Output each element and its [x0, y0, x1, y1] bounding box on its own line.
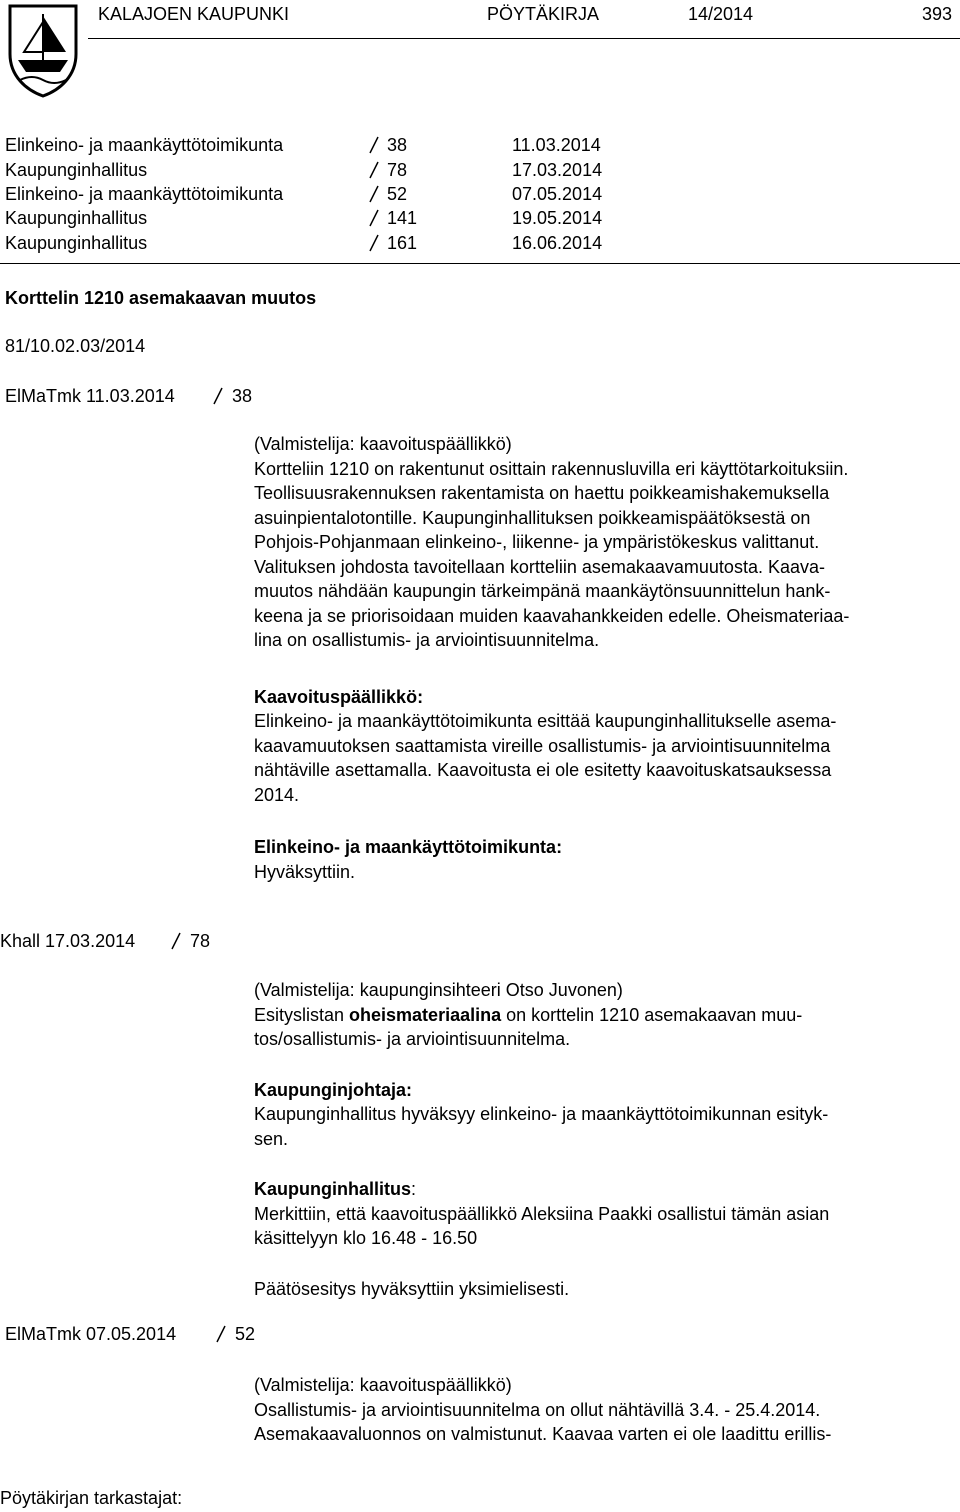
proposal-line: nähtäville asettamalla. Kaavoitusta ei ole esitetty kaavoituskatsauksessa [254, 760, 832, 780]
section-sign-icon [368, 135, 380, 155]
section-sign-icon [368, 208, 380, 228]
history-rule [0, 263, 960, 264]
history-section: 161 [387, 233, 418, 253]
page-title: Korttelin 1210 asemakaavan muutos [5, 288, 317, 308]
body-line: lina on osallistumis- ja arviointisuunnitelma. [254, 630, 600, 650]
body-line: tos/osallistumis- ja arviointisuunnitelma. [254, 1029, 571, 1049]
body-text: Esityslistan [254, 1004, 350, 1025]
decision-text: Hyväksyttiin. [254, 861, 356, 882]
board-heading-line [254, 1177, 960, 1202]
meeting-section: 78 [190, 931, 211, 951]
body-line: Asemakaavaluonnos on valmistunut. Kaavaa varten ei ole laadittu erillis- [254, 1424, 832, 1444]
header-doc-type: PÖYTÄKIRJA [487, 4, 600, 24]
reference-number: 81/10.02.03/2014 [5, 336, 146, 356]
body-text: on korttelin 1210 asemakaavan muu- [501, 1004, 803, 1025]
section-sign-icon [170, 931, 182, 951]
mayor-line: sen. [254, 1128, 289, 1149]
preparer-note: (Valmistelija: kaavoituspäällikkö) [254, 434, 512, 454]
section-sign-icon [212, 386, 224, 406]
history-body: Kaupunginhallitus [5, 208, 148, 228]
body-line: Pohjois-Pohjanmaan elinkeino-, liikenne- ja ympäristökeskus valittanut. [254, 532, 820, 552]
board-line: Merkittiin, että kaavoituspäällikkö Aleksiina Paakki osallistui tämän asian [254, 1203, 830, 1224]
history-date: 17.03.2014 [512, 160, 603, 180]
header-rule [88, 38, 960, 39]
signers-label: Pöytäkirjan tarkastajat: [0, 1488, 183, 1508]
history-body: Kaupunginhallitus [5, 233, 148, 253]
history-body: Elinkeino- ja maankäyttötoimikunta [5, 135, 284, 155]
meeting-label: ElMaTmk 11.03.2014 [5, 386, 175, 406]
section-sign-icon [368, 233, 380, 253]
history-section: 78 [387, 160, 408, 180]
meeting-label: ElMaTmk 07.05.2014 [5, 1324, 177, 1344]
section-sign-icon [368, 184, 380, 204]
preparer-note: (Valmistelija: kaavoituspäällikkö) [254, 1375, 512, 1395]
meeting1-content [254, 432, 960, 884]
meeting-label: Khall 17.03.2014 [0, 931, 136, 951]
meeting-section: 38 [232, 386, 253, 406]
body-line: Valituksen johdosta tavoitellaan kortteliin asemakaavamuutosta. Kaava- [254, 556, 825, 577]
body-line: Teollisuusrakennuksen rakentamista on haettu poikkeamishakemuksella [254, 483, 830, 503]
meeting-section: 52 [235, 1324, 256, 1344]
history-date: 16.06.2014 [512, 233, 603, 253]
proposal-line: Elinkeino- ja maankäyttötoimikunta esittää kaupunginhallitukselle asema- [254, 711, 837, 731]
history-section: 141 [387, 208, 418, 228]
body-line: muutos nähdään kaupungin tärkeimpänä maankäytönsuunnittelun hank- [254, 581, 831, 601]
board-heading-colon: : [411, 1179, 417, 1199]
history-section: 38 [387, 135, 408, 155]
header-city: KALAJOEN KAUPUNKI [98, 4, 290, 24]
ship-crest-icon [6, 2, 80, 98]
page-number: 393 [922, 4, 953, 24]
section-sign-icon [215, 1324, 227, 1344]
proposal-heading: Kaavoituspäällikkö: [254, 686, 424, 707]
history-date: 07.05.2014 [512, 184, 603, 204]
body-line: asuinpientalotontille. Kaupunginhallituksen poikkeamispäätöksestä on [254, 507, 811, 528]
history-body: Elinkeino- ja maankäyttötoimikunta [5, 184, 284, 204]
history-section: 52 [387, 184, 408, 204]
body-line [254, 1003, 960, 1028]
preparer-note: (Valmistelija: kaupunginsihteeri Otso Juvonen) [254, 980, 623, 1000]
section-sign-icon [368, 160, 380, 180]
decision-heading: Elinkeino- ja maankäyttötoimikunta: [254, 837, 563, 857]
history-body: Kaupunginhallitus [5, 160, 148, 180]
proposal-line: 2014. [254, 784, 300, 805]
board-heading: Kaupunginhallitus [254, 1179, 411, 1199]
body-line: keena ja se priorisoidaan muiden kaavahankkeiden edelle. Oheismateriaa- [254, 605, 850, 626]
mayor-heading: Kaupunginjohtaja: [254, 1079, 412, 1100]
board-line: käsittelyyn klo 16.48 - 16.50 [254, 1228, 478, 1248]
header-issue: 14/2014 [688, 4, 754, 24]
mayor-line: Kaupunginhallitus hyväksyy elinkeino- ja maankäyttötoimikunnan esityk- [254, 1104, 829, 1124]
history-date: 11.03.2014 [512, 135, 601, 155]
body-line: Kortteliin 1210 on rakentunut osittain rakennusluvilla eri käyttötarkoituksiin. [254, 458, 849, 479]
history-date: 19.05.2014 [512, 208, 603, 228]
proposal-line: kaavamuutoksen saattamista vireille osallistumis- ja arviointisuunnitelma [254, 735, 831, 756]
body-line: Osallistumis- ja arviointisuunnitelma on ollut nähtävillä 3.4. - 25.4.2014. [254, 1399, 821, 1420]
meeting3-content [254, 1373, 960, 1447]
board-decision: Päätösesitys hyväksyttiin yksimielisesti. [254, 1278, 570, 1299]
meeting2-content [254, 978, 960, 1301]
attachment-term: oheismateriaalina [349, 1004, 502, 1025]
